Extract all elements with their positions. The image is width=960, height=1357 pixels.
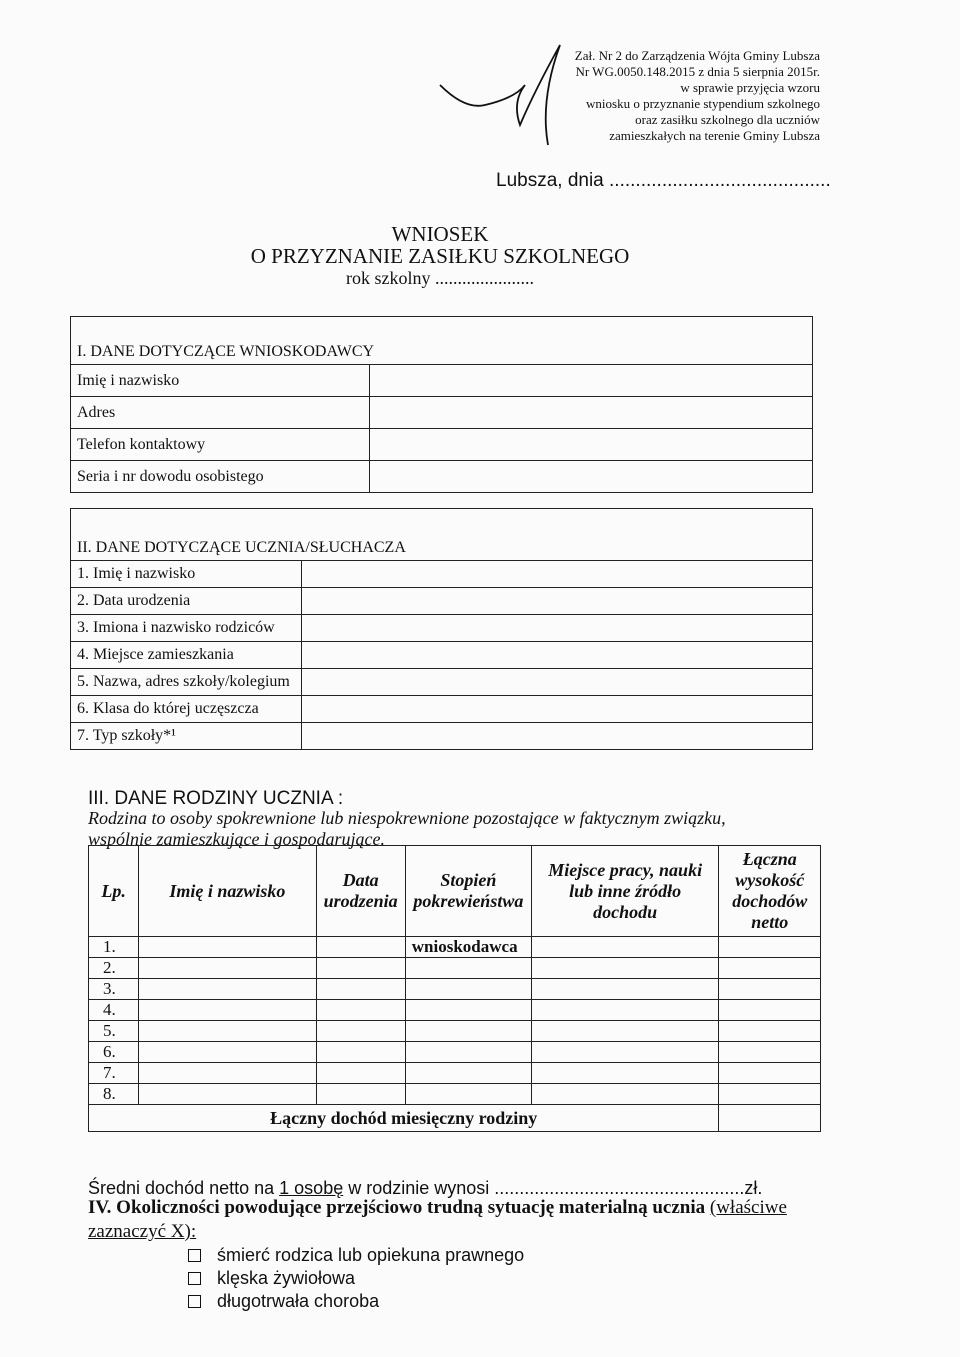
header-line: oraz zasiłku szkolnego dla uczniów xyxy=(635,112,820,127)
member-birthdate[interactable] xyxy=(316,1021,405,1042)
member-income[interactable] xyxy=(719,979,821,1000)
member-birthdate[interactable] xyxy=(316,1063,405,1084)
residence-field[interactable] xyxy=(302,642,813,669)
member-birthdate[interactable] xyxy=(316,1042,405,1063)
member-income-source[interactable] xyxy=(531,1021,719,1042)
checkbox[interactable] xyxy=(188,1272,201,1285)
member-income[interactable] xyxy=(719,958,821,979)
form-title: WNIOSEK xyxy=(391,222,489,246)
column-header: Imię i nazwisko xyxy=(139,846,316,937)
member-income[interactable] xyxy=(719,1021,821,1042)
form-subtitle: O PRZYZNANIE ZASIŁKU SZKOLNEGO xyxy=(250,244,630,268)
member-income[interactable] xyxy=(719,1000,821,1021)
section4-note: zaznaczyć X): xyxy=(88,1221,197,1242)
member-relation[interactable] xyxy=(405,958,531,979)
column-header: Łączna wysokość dochodów netto xyxy=(719,846,821,937)
section2-heading: II. DANE DOTYCZĄCE UCZNIA/SŁUCHACZA xyxy=(71,509,813,561)
row-number: 5. xyxy=(89,1021,139,1042)
member-relation[interactable] xyxy=(405,1021,531,1042)
member-income-source[interactable] xyxy=(531,1042,719,1063)
circumstance-options xyxy=(188,1244,524,1313)
section4-note: (właściwe xyxy=(709,1197,787,1218)
place-date[interactable]: Lubsza, dnia .......................................... xyxy=(496,170,831,191)
row-number: 7. xyxy=(89,1063,139,1084)
member-relation[interactable] xyxy=(405,1042,531,1063)
average-income-prefix: Średni dochód netto na xyxy=(88,1178,280,1198)
row-number: 2. xyxy=(89,958,139,979)
member-birthdate[interactable] xyxy=(316,958,405,979)
member-income[interactable] xyxy=(719,937,821,958)
student-table xyxy=(70,508,813,750)
member-name[interactable] xyxy=(139,937,316,958)
field-label: 7. Typ szkoły*¹ xyxy=(71,723,302,750)
applicant-table xyxy=(70,316,813,493)
section3-intro: wspólnie zamieszkujące i gospodarujące. xyxy=(88,829,385,849)
member-relation[interactable] xyxy=(405,1000,531,1021)
column-header: Lp. xyxy=(89,846,139,937)
member-income-source[interactable] xyxy=(531,1063,719,1084)
field-label: 6. Klasa do której uczęszcza xyxy=(71,696,302,723)
school-year[interactable]: rok szkolny ...................... xyxy=(346,268,534,288)
section4-title: IV. Okoliczności powodujące przejściowo trudną sytuację materialną ucznia xyxy=(88,1197,706,1218)
member-income-source[interactable] xyxy=(531,1000,719,1021)
member-name[interactable] xyxy=(139,1084,316,1105)
field-label: 4. Miejsce zamieszkania xyxy=(71,642,302,669)
field-label: 2. Data urodzenia xyxy=(71,588,302,615)
member-name[interactable] xyxy=(139,1000,316,1021)
checkbox[interactable] xyxy=(188,1249,201,1262)
row-number: 8. xyxy=(89,1084,139,1105)
member-name[interactable] xyxy=(139,1021,316,1042)
member-relation: wnioskodawca xyxy=(405,937,531,958)
member-birthdate[interactable] xyxy=(316,979,405,1000)
total-income-field[interactable] xyxy=(719,1105,821,1132)
option-disaster[interactable] xyxy=(188,1267,524,1290)
member-relation[interactable] xyxy=(405,979,531,1000)
member-birthdate[interactable] xyxy=(316,937,405,958)
member-name[interactable] xyxy=(139,979,316,1000)
section3-intro: Rodzina to osoby spokrewnione lub niespokrewnione pozostające w faktycznym związku, xyxy=(88,808,726,828)
section1-heading: I. DANE DOTYCZĄCE WNIOSKODAWCY xyxy=(71,317,813,365)
member-birthdate[interactable] xyxy=(316,1084,405,1105)
member-relation[interactable] xyxy=(405,1084,531,1105)
school-field[interactable] xyxy=(302,669,813,696)
field-label: Seria i nr dowodu osobistego xyxy=(71,461,370,493)
applicant-address-field[interactable] xyxy=(370,397,813,429)
row-number: 1. xyxy=(89,937,139,958)
student-birthdate-field[interactable] xyxy=(302,588,813,615)
member-relation[interactable] xyxy=(405,1063,531,1084)
row-number: 4. xyxy=(89,1000,139,1021)
class-field[interactable] xyxy=(302,696,813,723)
member-income-source[interactable] xyxy=(531,937,719,958)
signature xyxy=(420,30,580,160)
checkbox[interactable] xyxy=(188,1295,201,1308)
school-type-field[interactable] xyxy=(302,723,813,750)
section3-heading: III. DANE RODZINY UCZNIA : xyxy=(88,788,344,809)
applicant-name-field[interactable] xyxy=(370,365,813,397)
row-number: 3. xyxy=(89,979,139,1000)
column-header: Data urodzenia xyxy=(316,846,405,937)
field-label: Telefon kontaktowy xyxy=(71,429,370,461)
field-label: 5. Nazwa, adres szkoły/kolegium xyxy=(71,669,302,696)
member-income-source[interactable] xyxy=(531,979,719,1000)
member-income-source[interactable] xyxy=(531,1084,719,1105)
field-label: Adres xyxy=(71,397,370,429)
option-illness[interactable] xyxy=(188,1290,524,1313)
section4-heading xyxy=(88,1196,823,1244)
option-label: śmierć rodzica lub opiekuna prawnego xyxy=(217,1245,525,1265)
member-income-source[interactable] xyxy=(531,958,719,979)
average-income-suffix: w rodzinie wynosi ..................................................zł. xyxy=(343,1178,763,1198)
member-income[interactable] xyxy=(719,1084,821,1105)
row-number: 6. xyxy=(89,1042,139,1063)
family-table xyxy=(88,845,821,1132)
member-name[interactable] xyxy=(139,1063,316,1084)
header-line: w sprawie przyjęcia wzoru xyxy=(680,80,820,95)
field-label: 3. Imiona i nazwisko rodziców xyxy=(71,615,302,642)
field-label: Imię i nazwisko xyxy=(71,365,370,397)
option-label: klęska żywiołowa xyxy=(217,1268,356,1288)
member-birthdate[interactable] xyxy=(316,1000,405,1021)
option-label: długotrwała choroba xyxy=(217,1291,380,1311)
header-line: wniosku o przyznanie stypendium szkolnego xyxy=(586,96,820,111)
student-name-field[interactable] xyxy=(302,561,813,588)
applicant-id-field[interactable] xyxy=(370,461,813,493)
option-death[interactable] xyxy=(188,1244,524,1267)
column-header: Stopień pokrewieństwa xyxy=(405,846,531,937)
total-income-label: Łączny dochód miesięczny rodziny xyxy=(89,1105,719,1132)
parents-names-field[interactable] xyxy=(302,615,813,642)
field-label: 1. Imię i nazwisko xyxy=(71,561,302,588)
applicant-phone-field[interactable] xyxy=(370,429,813,461)
member-income[interactable] xyxy=(719,1042,821,1063)
member-name[interactable] xyxy=(139,958,316,979)
column-header: Miejsce pracy, nauki lub inne źródło dochodu xyxy=(531,846,719,937)
header-line: Zał. Nr 2 do Zarządzenia Wójta Gminy Lubsza xyxy=(574,48,820,63)
member-income[interactable] xyxy=(719,1063,821,1084)
header-line: Nr WG.0050.148.2015 z dnia 5 sierpnia 2015r. xyxy=(575,64,820,79)
header-line: zamieszkałych na terenie Gminy Lubsza xyxy=(609,128,820,143)
member-name[interactable] xyxy=(139,1042,316,1063)
attachment-header xyxy=(560,48,820,144)
average-income-unit: 1 osobę xyxy=(279,1178,344,1198)
